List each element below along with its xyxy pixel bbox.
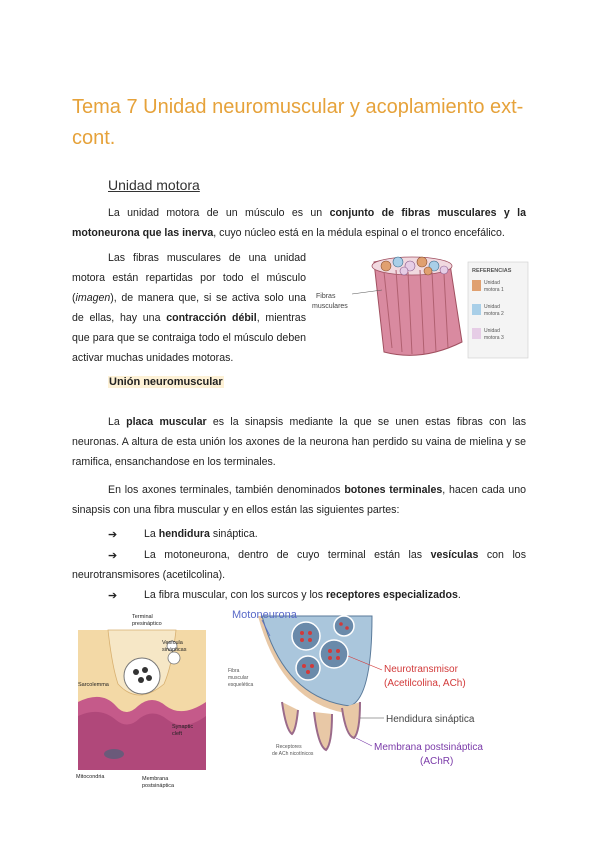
svg-text:motora 2: motora 2 bbox=[484, 311, 504, 317]
paragraph-3: La placa muscular es la sinapsis mediante la que se unen estas fibras con las neuronas. A altura de esta unión los axones de la neurona han perdido su vaina de mielina y se ramifica, ensanchandose en los terminales. bbox=[72, 416, 526, 468]
label-neurotransmisor: Neurotransmisor bbox=[384, 664, 458, 675]
bullet-2: La motoneurona, dentro de cuyo terminal están las vesículas con los neurotransmisores (acetilcolina). bbox=[72, 549, 526, 581]
paragraph-2: Las fibras musculares de una unidad motora están repartidas por todo el músculo (imagen), de manera que, si se activa solo una de ellas, hay una contracción débil, mientras que para que se contraiga todo el músculo deben activar muchas unidades motoras. bbox=[72, 252, 306, 364]
svg-text:motora 3: motora 3 bbox=[484, 335, 504, 341]
svg-text:Unidad: Unidad bbox=[484, 304, 500, 310]
section-heading-union-neuromuscular: Unión neuromuscular bbox=[109, 376, 223, 388]
label-acetilcolina: (Acetilcolina, ACh) bbox=[384, 678, 466, 689]
bullet-3: La fibra muscular, con los surcos y los receptores especializados. bbox=[144, 589, 461, 601]
paragraph-1: La unidad motora de un músculo es un conjunto de fibras musculares y la motoneurona que las inerva, cuyo núcleo está en la médula espinal o el tronco encefálico. bbox=[72, 207, 526, 239]
section-heading-unidad-motora: Unidad motora bbox=[108, 177, 200, 193]
bullet-arrow-2: ➔ bbox=[108, 550, 118, 562]
svg-text:Receptores: Receptores bbox=[276, 744, 302, 750]
fibras-label-line2: musculares bbox=[312, 303, 348, 310]
svg-text:Unidad: Unidad bbox=[484, 280, 500, 286]
document-title: Tema 7 Unidad neuromuscular y acoplamiento ext-cont. bbox=[72, 96, 524, 149]
svg-text:cleft: cleft bbox=[172, 731, 183, 737]
svg-text:esquelética: esquelética bbox=[228, 682, 254, 688]
svg-text:presináptico: presináptico bbox=[132, 621, 162, 627]
bullet-1: La hendidura sináptica. bbox=[144, 528, 258, 540]
label-cleft: Synaptic bbox=[172, 724, 194, 730]
label-vesicula: Vesícula bbox=[162, 640, 183, 646]
label-achr: (AChR) bbox=[420, 756, 454, 767]
svg-text:Fibra: Fibra bbox=[228, 668, 240, 674]
label-hendidura: Hendidura sináptica bbox=[386, 714, 475, 725]
bullet-arrow-3: ➔ bbox=[108, 590, 118, 602]
svg-text:Unidad: Unidad bbox=[484, 328, 500, 334]
svg-text:muscular: muscular bbox=[228, 675, 249, 681]
svg-text:sinápticas: sinápticas bbox=[162, 647, 187, 653]
fibras-label-line1: Fibras bbox=[316, 293, 336, 300]
svg-text:de ACh nicotínicos: de ACh nicotínicos bbox=[272, 751, 314, 757]
label-motoneurona: Motoneurona bbox=[232, 609, 297, 621]
muscle-fiber-figure bbox=[312, 252, 530, 364]
label-membrana-post: Membrana postsináptica bbox=[374, 742, 483, 753]
synapse-section-figure bbox=[72, 606, 212, 794]
svg-text:postsináptica: postsináptica bbox=[142, 783, 175, 789]
bullet-arrow-1: ➔ bbox=[108, 529, 118, 541]
label-terminal: Terminal bbox=[132, 614, 153, 620]
label-sarcolemma: Sarcolemma bbox=[78, 682, 109, 688]
paragraph-4: En los axones terminales, también denominados botones terminales, hacen cada uno sinapsis con una fibra muscular y en ellos están las siguientes partes: bbox=[72, 484, 526, 516]
legend-title: REFERENCIAS bbox=[472, 268, 512, 274]
fiber-bundle-illustration bbox=[352, 257, 462, 355]
label-mitocondria: Mitocondria bbox=[76, 774, 105, 780]
motoneuron-terminal-figure bbox=[222, 606, 528, 776]
label-membrana: Membrana bbox=[142, 776, 169, 782]
svg-text:motora 1: motora 1 bbox=[484, 287, 504, 293]
